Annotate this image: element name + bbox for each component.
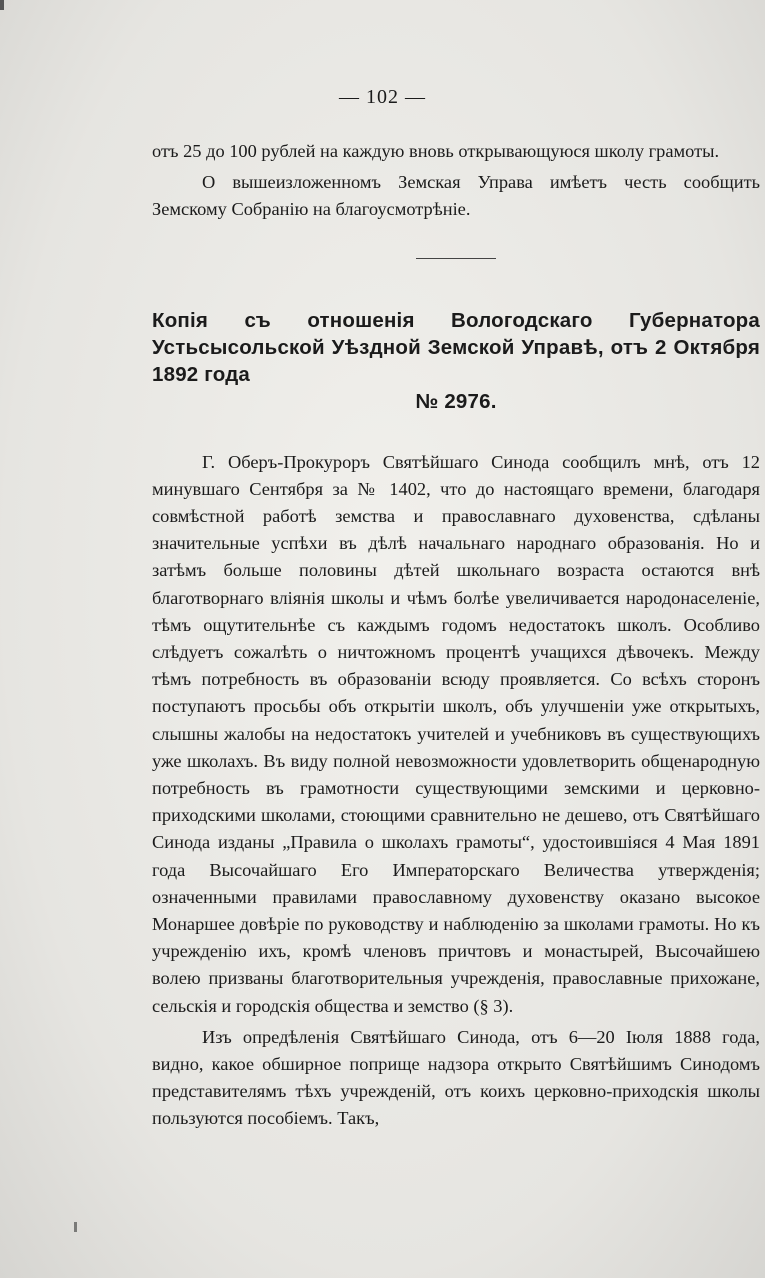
section-heading-text: Копія съ отношенія Вологодскаго Губернатора Устьсысольской Уѣздной Земской Управѣ, отъ 2 Октября 1892 года: [152, 308, 760, 386]
section-heading-number: № 2976.: [415, 389, 497, 413]
paragraph-synod-decision: Изъ опредѣленія Святѣйшаго Синода, отъ 6—20 Іюля 1888 года, видно, какое обширное поприще надзора открыто Святѣйшимъ Синодомъ представителямъ тѣхъ учрежденій, отъ коихъ церковно-приходскія школы пользуются пособіемъ. Такъ,: [152, 1026, 760, 1129]
scan-mark: [0, 0, 4, 10]
margin-mark: [74, 1222, 77, 1232]
paragraph-conclusion: О вышеизложенномъ Земская Управа имѣетъ честь сообщить Земскому Собранію на благоусмотрѣніе.: [152, 172, 760, 220]
section-divider: [416, 258, 496, 259]
page-number: — 102 —: [339, 86, 426, 108]
paragraph-continuation: отъ 25 до 100 рублей на каждую вновь открывающуюся школу грамоты.: [152, 141, 720, 161]
paragraph-letter-body: Г. Оберъ-Прокуроръ Святѣйшаго Синода сообщилъ мнѣ, отъ 12 минувшаго Сентября за № 1402, что до настоящаго времени, благодаря совмѣстной работѣ земства и православнаго духовенства, сдѣланы значительные успѣхи въ дѣлѣ начальнаго народнаго образованія. Но и затѣмъ больше половины дѣтей школьнаго возраста остаются внѣ благотворнаго вліянія школы и чѣмъ болѣе увеличивается народонаселеніе, тѣмъ ощутительнѣе съ каждымъ годомъ недостатокъ школъ. Особливо слѣдуетъ сожалѣть о ничтожномъ процентѣ учащихся дѣвочекъ. Между тѣмъ потребность въ образованіи всюду проявляется. Со всѣхъ сторонъ поступаютъ просьбы объ открытіи школъ, объ улучшеніи уже открытыхъ, слышны жалобы на недостатокъ учителей и учебниковъ въ существующихъ уже школахъ. Въ виду полной невозможности удовлетворить общенародную потребность въ грамотности существующими земскими и церковно-приходскими школами, стоющими сравнительно не дешево, отъ Святѣйшаго Синода изданы „Правила о школахъ грамоты“, удостоившіяся 4 Мая 1891 года Высочайшаго Его Императорскаго Величества утвержденія; означенными правилами православному духовенству оказано высокое Монаршее довѣріе по руководству и наблюденію за школами грамоты. Но къ учрежденію ихъ, кромѣ членовъ причтовъ и монастырей, Высочайшею волею призваны благотворительныя учрежденія, православные прихожане, сельскія и городскія общества и земство (§ 3).: [152, 451, 760, 1016]
section-heading: [152, 307, 760, 415]
page-content: [152, 138, 760, 1133]
